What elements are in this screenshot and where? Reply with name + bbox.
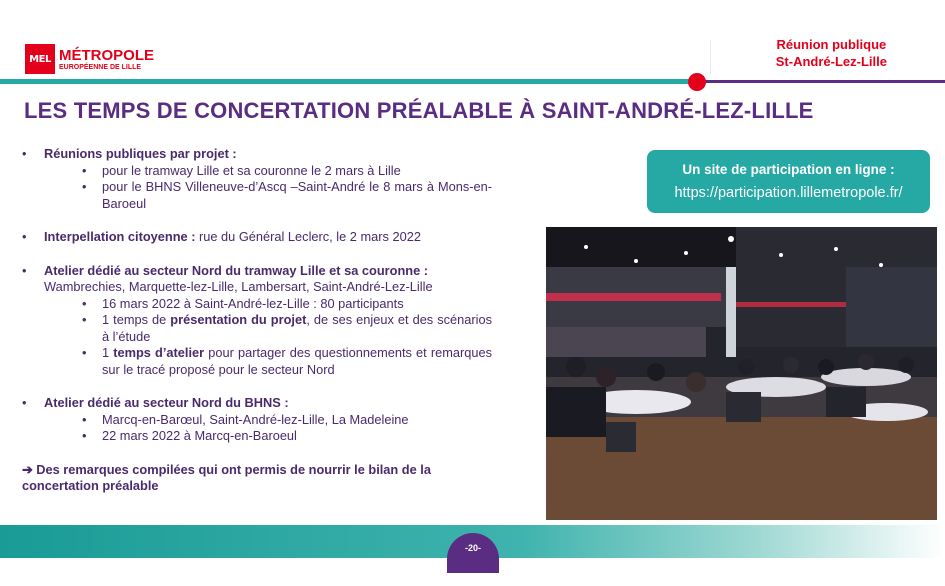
section-citizen-interpellation	[22, 229, 492, 246]
logo-main-text: MÉTROPOLE	[59, 46, 155, 64]
list-item	[44, 312, 492, 345]
meeting-label-line1: Réunion publique	[776, 37, 887, 52]
section-heading: Atelier dédié au secteur Nord du tramway Lille et sa couronne :	[44, 262, 429, 278]
logo-sub-text: EUROPÉENNE DE LILLE	[59, 63, 142, 71]
section-bhns-workshop	[22, 395, 492, 445]
participation-site-box	[647, 150, 930, 213]
site-box-title: Un site de participation en ligne :	[682, 162, 895, 177]
meeting-label	[776, 36, 887, 70]
mel-logo-text	[59, 48, 154, 71]
list-item	[44, 345, 492, 378]
list-item: • pour le tramway Lille et sa couronne le 2 mars à Lille	[44, 163, 492, 180]
header-rule-teal	[0, 79, 697, 84]
workshop-photo	[546, 227, 937, 520]
section-tram-workshop	[22, 263, 492, 379]
section-text: rue du Général Leclerc, le 2 mars 2022	[195, 229, 421, 244]
list-item: • 22 mars 2022 à Marcq-en-Baroeul	[44, 428, 492, 445]
section-public-meetings	[22, 146, 492, 212]
list-item-text: , de ses enjeux et des scénarios à l’étude	[102, 312, 492, 344]
list-item: • pour le BHNS Villeneuve-d’Ascq –Saint-André le 8 mars à Mons-en-Baroeul	[44, 179, 492, 212]
list-item-emphasis: temps d’atelier	[113, 345, 205, 360]
participation-link[interactable]: https://participation.lillemetropole.fr/	[674, 185, 903, 201]
header-rule-purple	[697, 80, 945, 83]
list-item-text: 1	[102, 345, 114, 360]
slide-content	[22, 146, 492, 495]
header-dot	[688, 73, 706, 91]
list-item-text: 1 temps de	[102, 312, 171, 327]
header-separator	[710, 40, 711, 74]
list-item-text: pour partager des questionnements et remarques sur le tracé proposé pour le secteur Nord	[102, 345, 492, 377]
mel-logo-mark: MEL	[25, 44, 55, 74]
section-heading: Réunions publiques par projet :	[44, 146, 237, 161]
list-item: • 16 mars 2022 à Saint-André-lez-Lille : 80 participants	[44, 296, 492, 313]
mel-logo	[25, 44, 154, 74]
list-item-emphasis: présentation du projet	[170, 312, 307, 327]
workshop-photo-illustration	[546, 227, 937, 520]
section-heading: Interpellation citoyenne :	[44, 229, 196, 244]
section-text: Wambrechies, Marquette-lez-Lille, Lambersart, Saint-André-Lez-Lille	[44, 279, 433, 294]
section-heading: Atelier dédié au secteur Nord du BHNS :	[44, 395, 289, 410]
page-number: -20-	[447, 533, 499, 573]
conclusion-text: ➔ Des remarques compilées qui ont permis de nourrir le bilan de la concertation préalable	[22, 461, 431, 493]
slide-title: LES TEMPS DE CONCERTATION PRÉALABLE À SAINT-ANDRÉ-LEZ-LILLE	[24, 98, 814, 123]
meeting-label-line2: St-André-Lez-Lille	[775, 54, 887, 69]
list-item: • Marcq-en-Barœul, Saint-André-lez-Lille, La Madeleine	[44, 412, 492, 429]
